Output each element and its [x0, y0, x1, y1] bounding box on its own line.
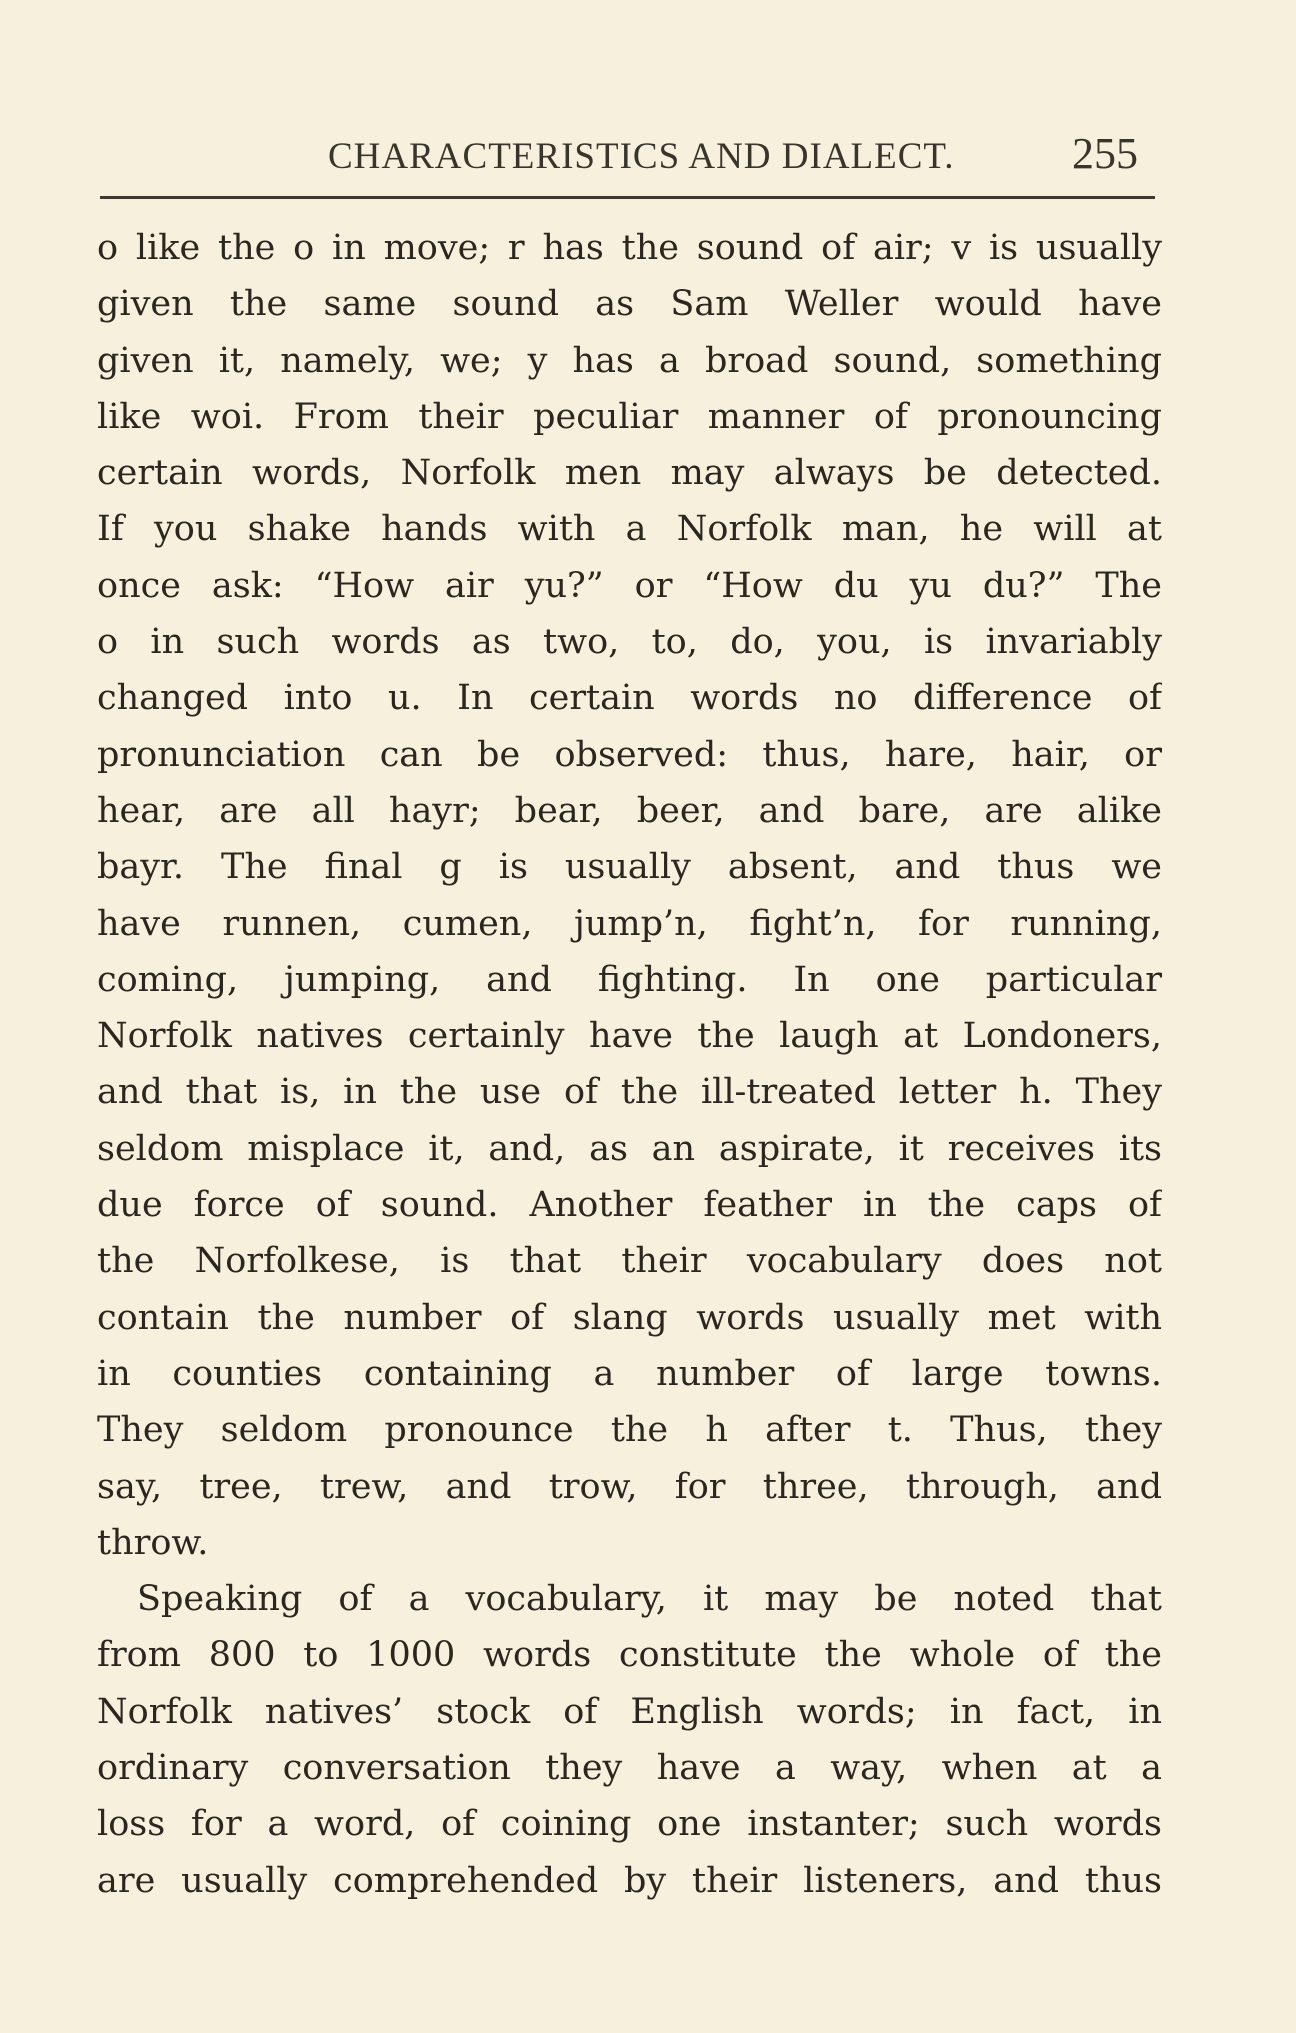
text-line: If you shake hands with a Norfolk man, he will at: [97, 509, 1162, 550]
text-line: given the same sound as Sam Weller would have: [97, 284, 1162, 325]
text-line: from 800 to 1000 words constitute the whole of the: [97, 1635, 1162, 1676]
text-line: coming, jumping, and fighting. In one particular: [97, 959, 1162, 1000]
text-line: certain words, Norfolk men may always be detected.: [97, 453, 1162, 494]
text-line: contain the number of slang words usually met with: [97, 1297, 1162, 1338]
body-text: [97, 220, 1162, 1909]
text-line: Norfolk natives certainly have the laugh at Londoners,: [97, 1016, 1162, 1057]
text-line: ordinary conversation they have a way, when at a: [97, 1748, 1162, 1789]
page-number: 255: [1072, 129, 1138, 178]
text-line: given it, namely, we; y has a broad sound, something: [97, 340, 1162, 381]
text-line: Norfolk natives’ stock of English words; in fact, in: [97, 1691, 1162, 1732]
text-line: o like the o in move; r has the sound of air; v is usually: [97, 228, 1162, 268]
running-head: CHARACTERISTICS AND DIALECT.: [328, 136, 955, 177]
text-line: once ask: “How air yu?” or “How du yu du?” The: [97, 565, 1162, 606]
text-line: say, tree, trew, and trow, for three, through, and: [97, 1466, 1162, 1507]
text-line: They seldom pronounce the h after t. Thus, they: [97, 1410, 1162, 1451]
header-rule: [100, 196, 1155, 199]
text-line: throw.: [97, 1522, 209, 1563]
text-line: changed into u. In certain words no difference of: [97, 678, 1162, 719]
text-line: have runnen, cumen, jump’n, fight’n, for running,: [97, 903, 1162, 944]
text-line: bayr. The final g is usually absent, and thus we: [97, 847, 1162, 888]
text-line: like woi. From their peculiar manner of pronouncing: [97, 396, 1162, 437]
text-line: due force of sound. Another feather in the caps of: [97, 1185, 1162, 1226]
text-line: Speaking of a vocabulary, it may be noted that: [137, 1579, 1162, 1620]
text-line: o in such words as two, to, do, you, is invariably: [97, 622, 1162, 663]
text-line: in counties containing a number of large towns.: [97, 1353, 1162, 1394]
text-line: seldom misplace it, and, as an aspirate, it receives its: [97, 1128, 1162, 1169]
text-line: pronunciation can be observed: thus, hare, hair, or: [97, 734, 1162, 775]
text-line: and that is, in the use of the ill-treated letter h. They: [97, 1072, 1162, 1113]
page-header: [0, 118, 1296, 178]
text-line: hear, are all hayr; bear, beer, and bare, are alike: [97, 790, 1162, 831]
text-line: are usually comprehended by their listeners, and thus: [97, 1860, 1162, 1901]
text-line: the Norfolkese, is that their vocabulary does not: [97, 1241, 1162, 1282]
text-line: loss for a word, of coining one instanter; such words: [97, 1804, 1162, 1845]
